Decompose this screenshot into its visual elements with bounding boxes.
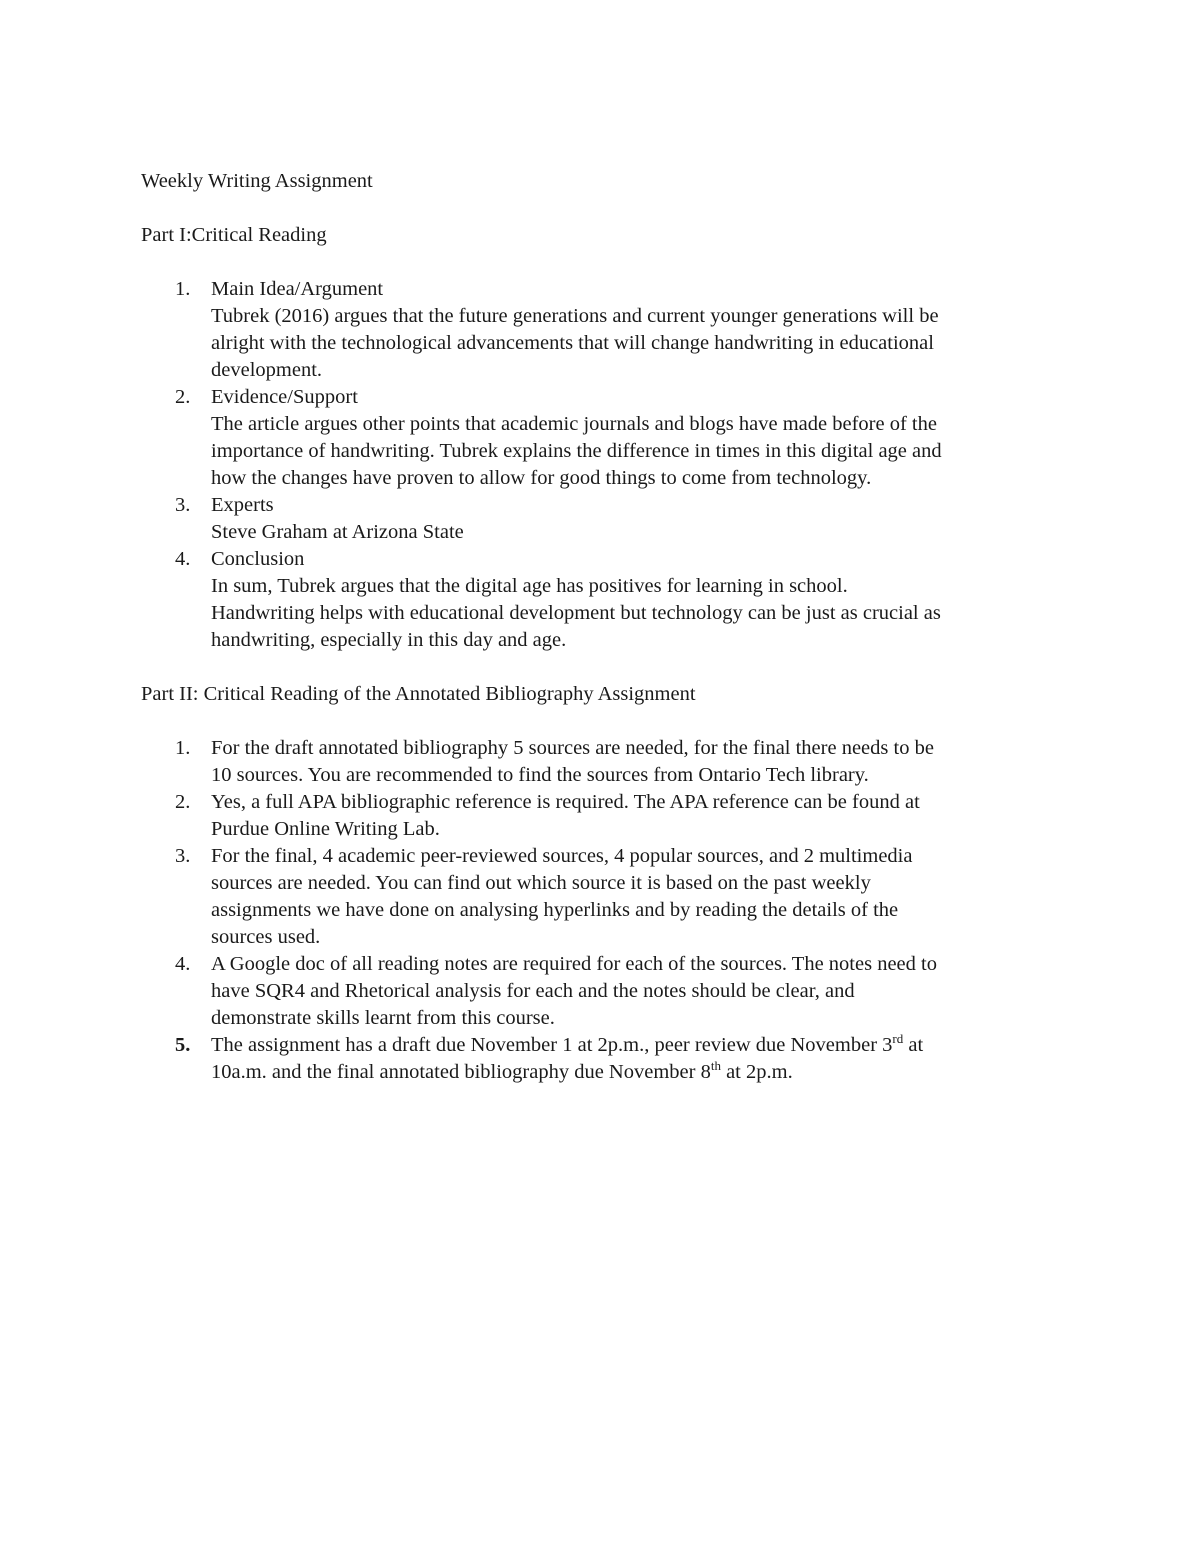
item-text-line: Steve Graham at Arizona State	[211, 521, 464, 543]
item-text-line: importance of handwriting. Tubrek explains the difference in times in this digital age and	[211, 440, 942, 462]
list-item	[141, 789, 1061, 843]
list-number: 5.	[175, 1034, 191, 1056]
document-body	[141, 168, 1061, 1086]
part1-list	[141, 276, 1061, 654]
item-text-line: development.	[211, 359, 323, 381]
item-text-line: alright with the technological advancements that will change handwriting in educational	[211, 332, 934, 354]
text-run: at	[903, 1034, 924, 1056]
item-text-line: 10 sources. You are recommended to find the sources from Ontario Tech library.	[211, 764, 869, 786]
item-text-line	[211, 1059, 1061, 1086]
item-heading: Conclusion	[211, 548, 305, 570]
text-run: at 2p.m.	[720, 1061, 793, 1083]
ordinal-suffix: th	[710, 1058, 721, 1073]
item-text-line: assignments we have done on analysing hyperlinks and by reading the details of the	[211, 899, 899, 921]
document-title: Weekly Writing Assignment	[141, 170, 373, 192]
list-item	[141, 1032, 1061, 1086]
item-heading: Evidence/Support	[211, 386, 358, 408]
list-number: 1.	[175, 737, 191, 759]
part1-heading: Part I:Critical Reading	[141, 224, 327, 246]
item-text-line: For the draft annotated bibliography 5 sources are needed, for the final there needs to be	[211, 737, 934, 759]
list-number: 3.	[175, 494, 191, 516]
item-text-line: A Google doc of all reading notes are required for each of the sources. The notes need to	[211, 953, 937, 975]
list-item	[141, 276, 1061, 384]
list-number: 4.	[175, 548, 191, 570]
list-number: 3.	[175, 845, 191, 867]
item-text-line: handwriting, especially in this day and age.	[211, 629, 567, 651]
item-heading: Experts	[211, 494, 274, 516]
item-text-line	[211, 1032, 1061, 1059]
item-text-line: Tubrek (2016) argues that the future generations and current younger generations will be	[211, 305, 939, 327]
item-text-line: Yes, a full APA bibliographic reference is required. The APA reference can be found at	[211, 791, 920, 813]
item-text-line: sources used.	[211, 926, 321, 948]
item-text-line: how the changes have proven to allow for good things to come from technology.	[211, 467, 872, 489]
list-item	[141, 384, 1061, 492]
list-item	[141, 843, 1061, 951]
list-item	[141, 735, 1061, 789]
list-number: 2.	[175, 791, 191, 813]
list-item	[141, 951, 1061, 1032]
item-text-line: The article argues other points that academic journals and blogs have made before of the	[211, 413, 937, 435]
item-text-line: Purdue Online Writing Lab.	[211, 818, 440, 840]
list-item	[141, 546, 1061, 654]
item-text-line: For the final, 4 academic peer-reviewed sources, 4 popular sources, and 2 multimedia	[211, 845, 913, 867]
part2-list	[141, 735, 1061, 1086]
list-item	[141, 492, 1061, 546]
item-text-line: In sum, Tubrek argues that the digital age has positives for learning in school.	[211, 575, 848, 597]
list-number: 2.	[175, 386, 191, 408]
ordinal-suffix: rd	[892, 1031, 904, 1046]
item-text-line: Handwriting helps with educational development but technology can be just as crucial as	[211, 602, 941, 624]
text-run: The assignment has a draft due November 1 at 2p.m., peer review due November 3	[211, 1034, 893, 1056]
item-text-line: sources are needed. You can find out which source it is based on the past weekly	[211, 872, 871, 894]
item-text-line: have SQR4 and Rhetorical analysis for each and the notes should be clear, and	[211, 980, 855, 1002]
text-run: 10a.m. and the final annotated bibliography due November 8	[211, 1061, 711, 1083]
part2-heading: Part II: Critical Reading of the Annotated Bibliography Assignment	[141, 683, 696, 705]
item-heading: Main Idea/Argument	[211, 278, 384, 300]
list-number: 1.	[175, 278, 191, 300]
item-text-line: demonstrate skills learnt from this course.	[211, 1007, 555, 1029]
list-number: 4.	[175, 953, 191, 975]
